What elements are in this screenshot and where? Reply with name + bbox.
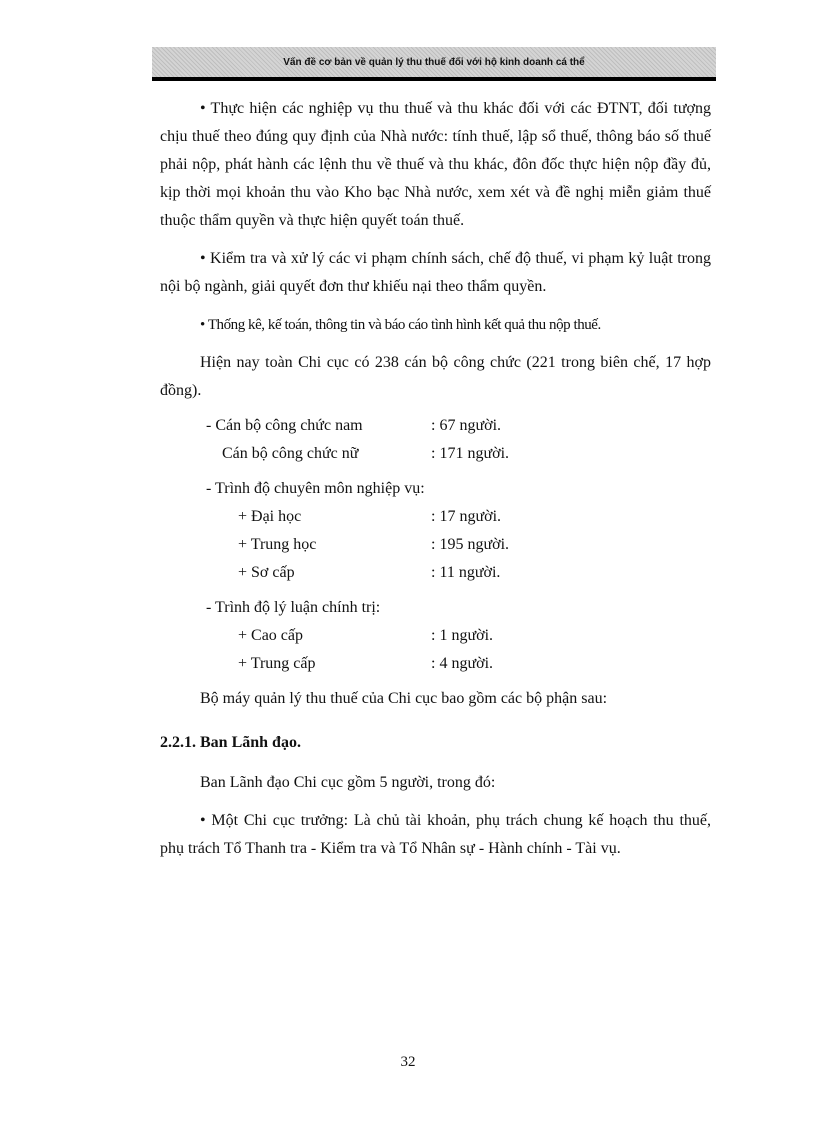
staff-gender-list bbox=[160, 412, 711, 468]
political-title: - Trình độ lý luận chính trị: bbox=[206, 599, 381, 616]
item-label: + Cao cấp bbox=[238, 627, 303, 644]
paragraph-tax-operations: • Thực hiện các nghiệp vụ thu thuế và thu khác đối với các ĐTNT, đối tượng chịu thuế theo đúng quy định của Nhà nước: tính thuế, lập sổ thuế, thông báo số thuế phải nộp, phát hành các lệnh thu về thuế và thu khác, đôn đốc thực hiện nộp đầy đủ, kịp thời mọi khoản thu vào Kho bạc Nhà nước, xem xét và đề nghị miễn giảm thuế thuộc thẩm quyền và thực hiện quyết toán thuế. bbox=[160, 100, 711, 229]
item-label: + Trung học bbox=[238, 536, 317, 553]
paragraph-structure: Bộ máy quản lý thu thuế của Chi cục bao gồm các bộ phận sau: bbox=[200, 690, 608, 707]
item-value: : 17 người. bbox=[431, 508, 502, 525]
list-item bbox=[160, 622, 711, 650]
professional-level-list bbox=[160, 475, 711, 587]
staff-male-value: : 67 người. bbox=[431, 417, 502, 434]
political-level-list bbox=[160, 594, 711, 678]
list-item bbox=[160, 503, 711, 531]
staff-female-value: : 171 người. bbox=[431, 445, 510, 462]
paragraph-leadership: Ban Lãnh đạo Chi cục gồm 5 người, trong đó: bbox=[200, 774, 496, 791]
item-value: : 1 người. bbox=[431, 627, 494, 644]
paragraph-director: • Một Chi cục trưởng: Là chủ tài khoản, phụ trách chung kế hoạch thu thuế, phụ trách Tổ Thanh tra - Kiểm tra và Tổ Nhân sự - Hành chính - Tài vụ. bbox=[160, 812, 711, 857]
list-item bbox=[160, 440, 711, 468]
list-title bbox=[160, 475, 711, 503]
page-header bbox=[152, 47, 716, 81]
header-title: Vấn đề cơ bản về quản lý thu thuế đối với hộ kinh doanh cá thể bbox=[283, 56, 585, 68]
item-value: : 195 người. bbox=[431, 536, 510, 553]
paragraph-statistics: • Thống kê, kế toán, thông tin và báo cáo tình hình kết quả thu nộp thuế. bbox=[200, 317, 601, 333]
paragraph-inspection: • Kiểm tra và xử lý các vi phạm chính sách, chế độ thuế, vi phạm kỷ luật trong nội bộ ngành, giải quyết đơn thư khiếu nại theo thẩm quyền. bbox=[160, 250, 711, 295]
item-value: : 4 người. bbox=[431, 655, 494, 672]
item-label: + Đại học bbox=[238, 508, 302, 525]
list-item bbox=[160, 412, 711, 440]
list-title bbox=[160, 594, 711, 622]
list-item bbox=[160, 650, 711, 678]
list-item bbox=[160, 531, 711, 559]
page-content bbox=[160, 95, 711, 863]
page-number: 32 bbox=[400, 1054, 416, 1070]
staff-male-label: - Cán bộ công chức nam bbox=[206, 417, 363, 434]
staff-female-label: Cán bộ công chức nữ bbox=[222, 445, 359, 462]
paragraph-staff-total: Hiện nay toàn Chi cục có 238 cán bộ công chức (221 trong biên chế, 17 hợp đồng). bbox=[160, 354, 711, 399]
professional-title: - Trình độ chuyên môn nghiệp vụ: bbox=[206, 480, 425, 497]
item-label: + Trung cấp bbox=[238, 655, 316, 672]
section-heading: 2.2.1. Ban Lãnh đạo. bbox=[160, 734, 301, 751]
item-value: : 11 người. bbox=[431, 564, 501, 581]
list-item bbox=[160, 559, 711, 587]
item-label: + Sơ cấp bbox=[238, 564, 295, 581]
